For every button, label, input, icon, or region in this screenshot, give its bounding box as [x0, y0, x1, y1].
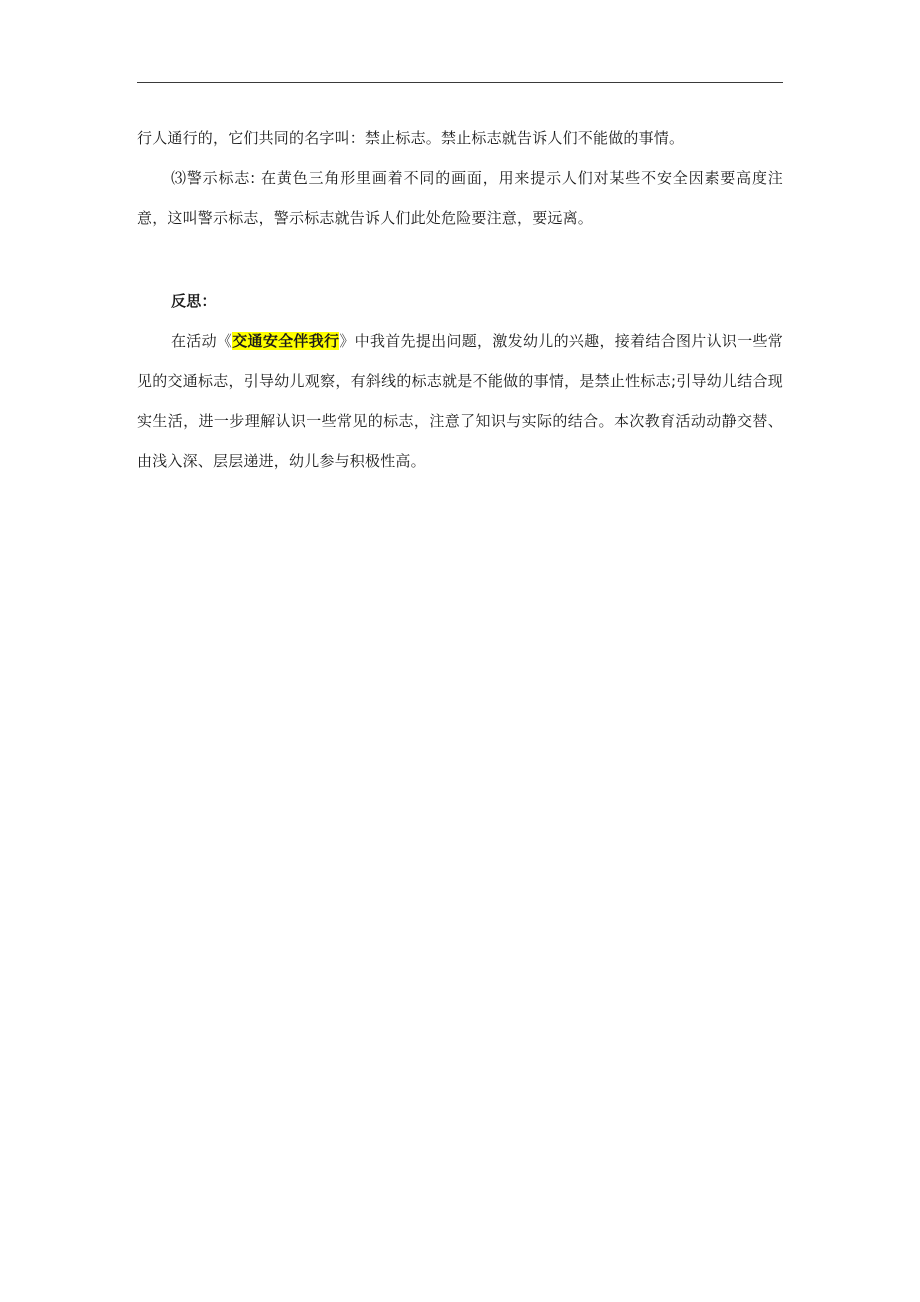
reflection-heading: 反思： [171, 292, 217, 310]
paragraph-reflection [137, 321, 783, 481]
reflection-text-start: 在活动《 [171, 332, 233, 350]
highlighted-activity-title: 交通安全伴我行 [232, 332, 340, 350]
paragraph-prohibition-signs: 行人通行的，它们共同的名字叫：禁止标志。禁止标志就告诉人们不能做的事情。 [137, 129, 685, 147]
header-rule [137, 82, 783, 83]
paragraph-warning-signs: ⑶警示标志: 在黄色三角形里画着不同的画面，用来提示人们对某些不安全因素要高度注意，这叫警示标志，警示标志就告诉人们此处危险要注意，要远离。 [137, 169, 783, 227]
paragraph-spacer [137, 238, 783, 281]
reflection-text-rest: 》中我首先提出问题，激发幼儿的兴趣，接着结合图片认识一些常见的交通标志，引导幼儿观察，有斜线的标志就是不能做的事情，是禁止性标志;引导幼儿结合现实生活，进一步理解认识一些常见的标志，注意了知识与实际的结合。本次教育活动动静交替、由浅入深、层层递进，幼儿参与积极性高。 [137, 332, 783, 470]
document-body [137, 118, 783, 481]
